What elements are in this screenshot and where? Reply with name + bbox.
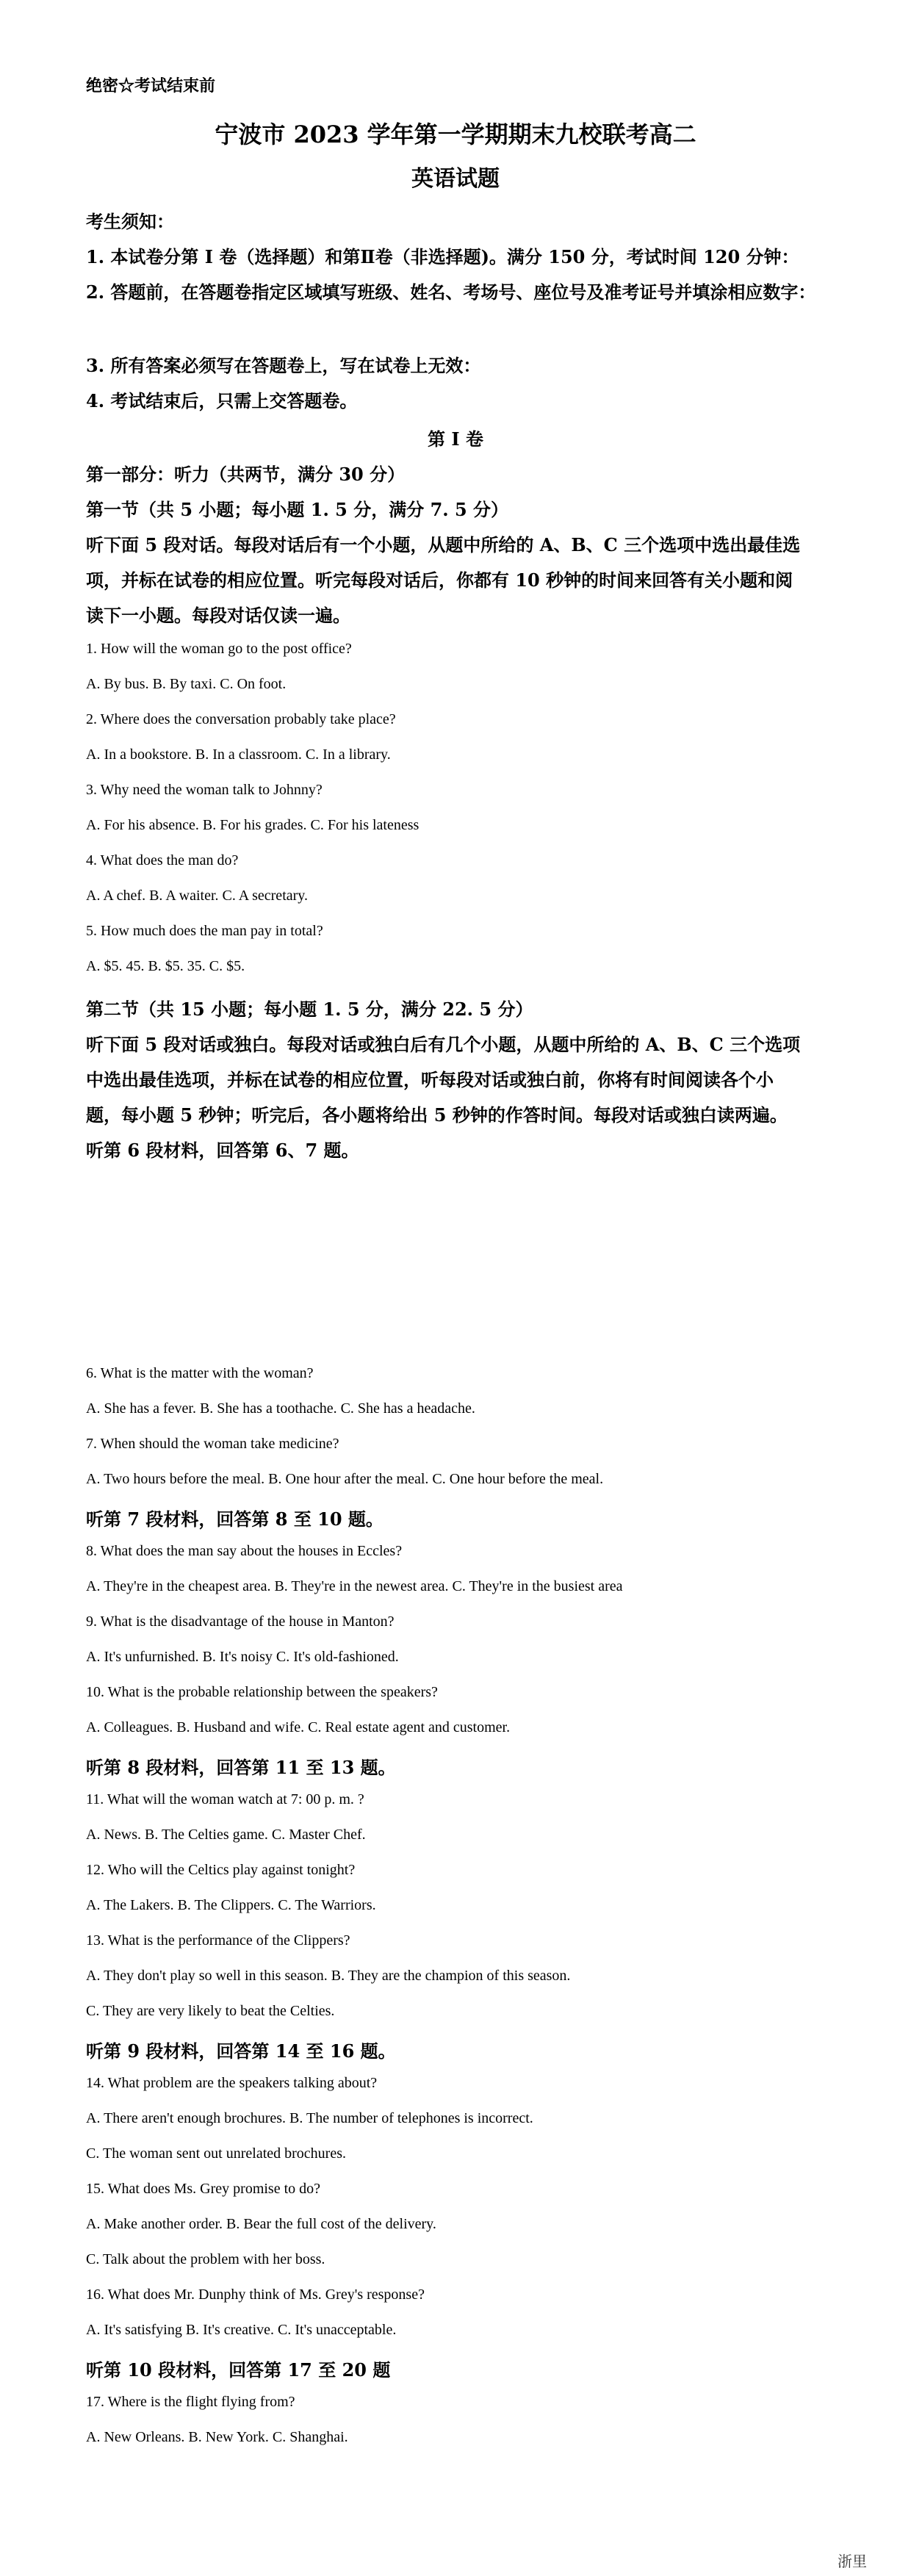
section1-instructions: 项，并标在试卷的相应位置。听完每段对话后，你都有 10 秒钟的时间来回答有关小题和阅 bbox=[86, 569, 793, 591]
question-5: 5. How much does the man pay in total? bbox=[86, 923, 323, 939]
question-4: 4. What does the man do? bbox=[86, 852, 239, 868]
options-7: A. Two hours before the meal. B. One hour after the meal. C. One hour before the meal. bbox=[86, 1471, 604, 1487]
part1-heading: 第一部分：听力（共两节，满分 30 分） bbox=[86, 464, 406, 485]
section1-heading: 第一节（共 5 小题；每小题 1. 5 分，满分 7. 5 分） bbox=[86, 499, 509, 520]
options-15: A. Make another order. B. Bear the full cost of the delivery. bbox=[86, 2216, 436, 2232]
group-7-heading: 听第 7 段材料，回答第 8 至 10 题。 bbox=[86, 1508, 384, 1530]
question-3: 3. Why need the woman talk to Johnny? bbox=[86, 782, 323, 798]
section2-instructions: 听下面 5 段对话或独白。每段对话或独白后有几个小题，从题中所给的 A、B、C 三个选项 bbox=[86, 1034, 801, 1055]
notice-item: 1. 本试卷分第 I 卷（选择题）和第Ⅱ卷（非选择题)。满分 150 分，考试时间 120 分钟： bbox=[86, 246, 799, 267]
section1-instructions: 读下一小题。每段对话仅读一遍。 bbox=[86, 605, 350, 626]
options-2: A. In a bookstore. B. In a classroom. C. In a library. bbox=[86, 746, 391, 763]
options-14: A. There aren't enough brochures. B. The number of telephones is incorrect. bbox=[86, 2110, 533, 2126]
options-11: A. News. B. The Celties game. C. Master Chef. bbox=[86, 1827, 366, 1843]
notice-item: 3. 所有答案必须写在答题卷上，写在试卷上无效： bbox=[86, 355, 481, 376]
question-12: 12. Who will the Celtics play against tonight? bbox=[86, 1862, 356, 1878]
options-4: A. A chef. B. A waiter. C. A secretary. bbox=[86, 888, 308, 904]
options-8: A. They're in the cheapest area. B. They're in the newest area. C. They're in the busiest area bbox=[86, 1578, 623, 1594]
footer-watermark: 浙里 bbox=[838, 2552, 867, 2570]
group-6-heading: 听第 6 段材料，回答第 6、7 题。 bbox=[86, 1140, 359, 1161]
question-2: 2. Where does the conversation probably take place? bbox=[86, 711, 396, 727]
question-15: 15. What does Ms. Grey promise to do? bbox=[86, 2181, 321, 2197]
question-14: 14. What problem are the speakers talking about? bbox=[86, 2075, 378, 2091]
exam-title: 宁波市 2023 学年第一学期期末九校联考高二 bbox=[215, 120, 696, 148]
options-3: A. For his absence. B. For his grades. C. For his lateness bbox=[86, 817, 420, 833]
section2-instructions: 中选出最佳选项，并标在试卷的相应位置，听每段对话或独白前，你将有时间阅读各个小 bbox=[86, 1069, 774, 1090]
section2-heading: 第二节（共 15 小题；每小题 1. 5 分，满分 22. 5 分） bbox=[86, 999, 533, 1020]
question-6: 6. What is the matter with the woman? bbox=[86, 1365, 314, 1381]
section2-instructions: 题，每小题 5 秒钟；听完后，各小题将给出 5 秒钟的作答时间。每段对话或独白读两遍。 bbox=[86, 1104, 788, 1126]
question-17: 17. Where is the flight flying from? bbox=[86, 2394, 295, 2410]
options-15: C. Talk about the problem with her boss. bbox=[86, 2251, 325, 2267]
group-9-heading: 听第 9 段材料，回答第 14 至 16 题。 bbox=[86, 2040, 396, 2062]
options-12: A. The Lakers. B. The Clippers. C. The Warriors. bbox=[86, 1897, 376, 1913]
question-7: 7. When should the woman take medicine? bbox=[86, 1436, 339, 1452]
question-1: 1. How will the woman go to the post office? bbox=[86, 641, 352, 657]
group-8-heading: 听第 8 段材料，回答第 11 至 13 题。 bbox=[86, 1757, 396, 1778]
question-9: 9. What is the disadvantage of the house in Manton? bbox=[86, 1613, 395, 1630]
section1-instructions: 听下面 5 段对话。每段对话后有一个小题，从题中所给的 A、B、C 三个选项中选出最佳选 bbox=[86, 534, 801, 555]
exam-subtitle: 英语试题 bbox=[411, 166, 500, 192]
question-16: 16. What does Mr. Dunphy think of Ms. Grey's response? bbox=[86, 2287, 425, 2303]
options-9: A. It's unfurnished. B. It's noisy C. It's old-fashioned. bbox=[86, 1649, 399, 1665]
options-14: C. The woman sent out unrelated brochures. bbox=[86, 2145, 346, 2162]
options-13: C. They are very likely to beat the Celties. bbox=[86, 2003, 335, 2019]
notice-heading: 考生须知： bbox=[86, 211, 174, 232]
options-1: A. By bus. B. By taxi. C. On foot. bbox=[86, 676, 287, 692]
notice-item: 4. 考试结束后，只需上交答题卷。 bbox=[86, 390, 358, 411]
question-8: 8. What does the man say about the houses in Eccles? bbox=[86, 1543, 403, 1559]
options-5: A. $5. 45. B. $5. 35. C. $5. bbox=[86, 958, 245, 974]
volume-title: 第 I 卷 bbox=[428, 428, 483, 450]
options-17: A. New Orleans. B. New York. C. Shanghai. bbox=[86, 2429, 348, 2445]
options-10: A. Colleagues. B. Husband and wife. C. Real estate agent and customer. bbox=[86, 1719, 511, 1735]
options-16: A. It's satisfying B. It's creative. C. It's unacceptable. bbox=[86, 2322, 397, 2338]
question-13: 13. What is the performance of the Clippers? bbox=[86, 1932, 350, 1949]
group-10-heading: 听第 10 段材料，回答第 17 至 20 题 bbox=[86, 2359, 391, 2381]
confidential-label: 绝密☆考试结束前 bbox=[86, 76, 216, 96]
notice-item: 2. 答题前，在答题卷指定区域填写班级、姓名、考场号、座位号及准考证号并填涂相应数字： bbox=[86, 281, 816, 303]
question-11: 11. What will the woman watch at 7: 00 p. m. ? bbox=[86, 1791, 364, 1807]
options-13: A. They don't play so well in this season. B. They are the champion of this season. bbox=[86, 1968, 571, 1984]
options-6: A. She has a fever. B. She has a toothache. C. She has a headache. bbox=[86, 1400, 475, 1417]
question-10: 10. What is the probable relationship between the speakers? bbox=[86, 1684, 438, 1700]
